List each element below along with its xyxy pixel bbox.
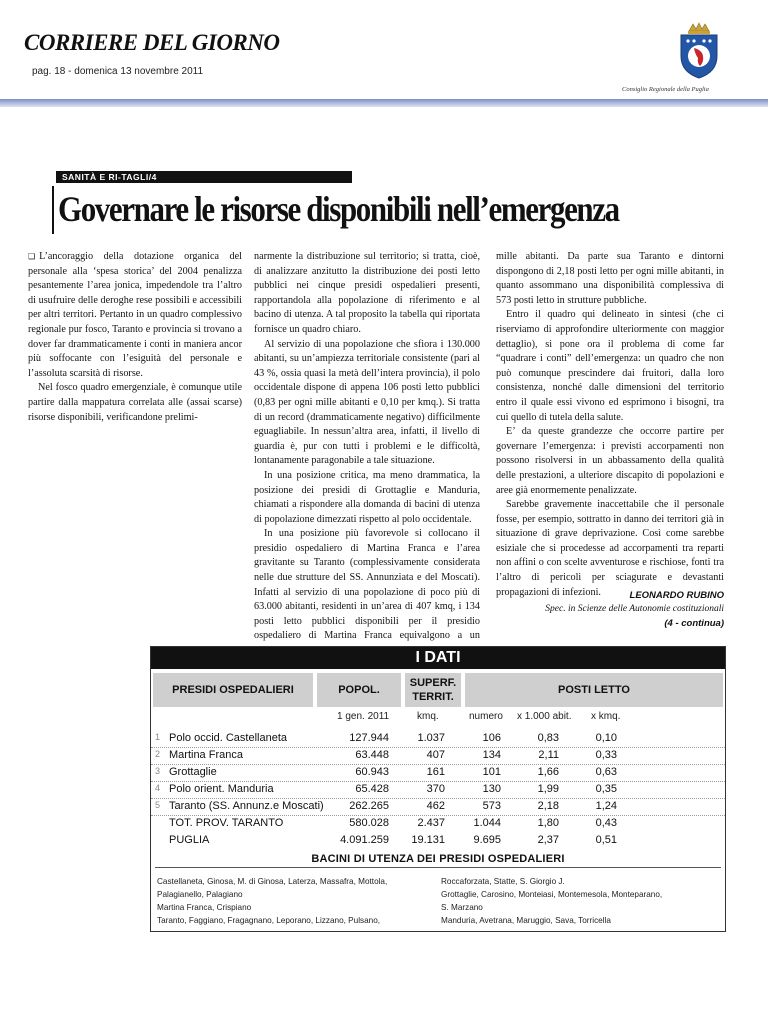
table-cell-pm: 0,83 bbox=[537, 732, 559, 744]
paragraph: Sarebbe gravemente inaccettabile che il personale fosse, per esempio, sottratto in danno dei territori già in situazione di grave deprivazione. Così come sarebbe esiziale che si procedesse ad accorpamenti tra reparti non affini o con scelte avventurose e rischiose, fonti tra l’altro di pericoli per sciagurate e devastanti propagazioni di infezioni. bbox=[496, 499, 724, 598]
table-cell-pop: 127.944 bbox=[349, 732, 389, 744]
table-row bbox=[151, 782, 725, 799]
paragraph: E’ da queste grandezze che occorre partire per governare l’emergenza: i previsti accorpamenti non possono risolversi in un abbassamento della qualità delle prestazioni, a ulteriore discapito di popolazioni e aree già enormemente penalizzate. bbox=[496, 426, 724, 496]
table-cell-pop: 580.028 bbox=[349, 817, 389, 829]
table-cell-pm: 1,99 bbox=[537, 783, 559, 795]
table-cell-name: PUGLIA bbox=[169, 834, 210, 846]
table-row bbox=[151, 816, 725, 832]
table-cell-pm: 2,37 bbox=[537, 834, 559, 846]
page-info: pag. 18 - domenica 13 novembre 2011 bbox=[32, 66, 204, 77]
paragraph: In una posizione critica, ma meno drammatica, la posizione dei presidi di Grottaglie e Manduria, chiamati a rispondere alla domanda di bacini di utenza di popolazione dimezzati rispetto al polo occidentale. bbox=[254, 469, 480, 525]
masthead: CORRIERE DEL GIORNO bbox=[24, 30, 280, 55]
header-presidi: PRESIDI OSPEDALIERI bbox=[153, 673, 313, 707]
table-cell-n: 9.695 bbox=[473, 834, 501, 846]
table-cell-name: Polo occid. Castellaneta bbox=[169, 732, 288, 744]
bacini-right-1: Roccaforzata, Statte, S. Giorgio J. bbox=[441, 877, 565, 886]
bacini-title: BACINI DI UTENZA DEI PRESIDI OSPEDALIERI bbox=[311, 853, 565, 865]
table-cell-idx: 5 bbox=[155, 800, 161, 810]
table-cell-pop: 65.428 bbox=[355, 783, 389, 795]
table-row bbox=[151, 833, 725, 849]
table-cell-idx: 3 bbox=[155, 766, 161, 776]
table-cell-n: 1.044 bbox=[473, 817, 501, 829]
article-column-1 bbox=[28, 250, 242, 425]
table-cell-idx: 2 bbox=[155, 749, 161, 759]
bacini-left-1: Castellaneta, Ginosa, M. di Ginosa, Laterza, Massafra, Mottola, bbox=[157, 877, 388, 886]
table-cell-pk: 0,33 bbox=[595, 749, 617, 761]
table-cell-pk: 1,24 bbox=[595, 800, 617, 812]
table-cell-km: 462 bbox=[426, 800, 445, 812]
paragraph: mille abitanti. Da parte sua Taranto e dintorni dispongono di 2,18 posti letto per ogni mille abitanti, in quanto assommano una disponibilità complessiva di 573 posti letto in strutture pubbliche. bbox=[496, 251, 724, 306]
table-cell-pm: 1,80 bbox=[537, 817, 559, 829]
table-cell-n: 573 bbox=[482, 800, 501, 812]
bacini-right-2: Grottaglie, Carosino, Monteiasi, Montemesola, Monteparano, bbox=[441, 890, 663, 899]
header-superf: SUPERF. TERRIT. bbox=[405, 673, 461, 707]
article-column-3 bbox=[496, 250, 724, 600]
table-cell-pm: 2,11 bbox=[538, 749, 559, 761]
table-row bbox=[151, 748, 725, 765]
header-rule bbox=[0, 99, 768, 107]
bacini-right-3: S. Marzano bbox=[441, 903, 483, 912]
table-cell-pk: 0,63 bbox=[595, 766, 617, 778]
sub-popol: 1 gen. 2011 bbox=[337, 711, 390, 722]
table-cell-idx: 4 bbox=[155, 783, 161, 793]
table-cell-pk: 0,51 bbox=[595, 834, 617, 846]
table-cell-pm: 1,66 bbox=[537, 766, 559, 778]
table-cell-name: Taranto (SS. Annunz.e Moscati) bbox=[169, 800, 324, 812]
title-bar bbox=[52, 186, 54, 234]
table-cell-name: Martina Franca bbox=[169, 749, 243, 761]
author-name: LEONARDO RUBINO bbox=[629, 590, 724, 601]
paragraph: Nel fosco quadro emergenziale, è comunque utile partire dalla mappatura correlata alle (assai scarse) risorse disponibili, verificandone prelimi- bbox=[28, 382, 242, 423]
table-cell-km: 2.437 bbox=[417, 817, 445, 829]
sub-numero: numero bbox=[469, 711, 503, 722]
bacini-left-4: Taranto, Faggiano, Fragagnano, Leporano, Lizzano, Pulsano, bbox=[157, 916, 381, 925]
bacini-left-2: Palagianello, Palagiano bbox=[157, 890, 243, 899]
bullet-square-icon: ❏ bbox=[28, 252, 36, 261]
bacini-rule bbox=[155, 867, 721, 868]
table-cell-pop: 60.943 bbox=[355, 766, 389, 778]
table-cell-idx: 1 bbox=[155, 732, 161, 742]
table-cell-km: 19.131 bbox=[411, 834, 445, 846]
table-cell-km: 161 bbox=[426, 766, 445, 778]
table-cell-pm: 2,18 bbox=[537, 800, 559, 812]
bacini-left-3: Martina Franca, Crispiano bbox=[157, 903, 252, 912]
paragraph: Entro il quadro qui delineato in sintesi (che ci riserviamo di approfondire ulteriormente con maggior dettaglio), si pone ora il problema di come far “quadrare i conti” dell’emergenza: un quadro che non può comunque prescindere dai fruitori, dalla loro consistenza, nonché dalle dimensioni del territorio entro il quale essi vivono ed esprimono i bisogni, tra cui quello di tutela della salute. bbox=[496, 309, 724, 423]
paragraph: In una posizione più favorevole si collocano il presidio ospedaliero di Martina Franca e l’area gravitante su Taranto (complessivamente considerata nelle due strutture del SS. Annunziata e del Moscati). Infatti al servizio di una popolazione di poco più di 63.000 abitanti, residenti in un’area di 407 kmq, i 134 posti letto pubblici disponibili per il presidio ospedaliero di Martina Franca equivalgono a un bbox=[254, 528, 480, 642]
table-cell-km: 1.037 bbox=[417, 732, 445, 744]
table-cell-name: Polo orient. Manduria bbox=[169, 783, 274, 795]
table-cell-pop: 4.091.259 bbox=[340, 834, 389, 846]
bacini-right-4: Manduria, Avetrana, Maruggio, Sava, Torricella bbox=[441, 916, 611, 925]
article-title: Governare le risorse disponibili nell’emergenza bbox=[58, 189, 619, 229]
author-credit: Spec. in Scienze delle Autonomie costituzionali bbox=[545, 604, 724, 614]
paragraph bbox=[28, 250, 242, 381]
table-row bbox=[151, 731, 725, 748]
table-cell-pk: 0,43 bbox=[595, 817, 617, 829]
table-cell-pop: 63.448 bbox=[355, 749, 389, 761]
table-row bbox=[151, 765, 725, 782]
paragraph: Al servizio di una popolazione che sfiora i 130.000 abitanti, su un’ampiezza territoriale consistente (pari al 43 %, ossia quasi la metà dell’intera provincia), il polo occidentale dispone di appena 106 posti letto pubblici (0,83 per ogni mille abitanti e 0,10 per kmq.). Si tratta di un record (drammaticamente negativo) difficilmente eguagliabile. In nessun’altra area, infatti, il livello di guardia è, pur con tutti i problemi e le difficoltà, lontanamente paragonabile a tale situazione. bbox=[254, 338, 480, 467]
table-cell-n: 130 bbox=[482, 783, 501, 795]
sub-per-mille: x 1.000 abit. bbox=[517, 711, 572, 722]
table-cell-km: 370 bbox=[426, 783, 445, 795]
article-column-2 bbox=[254, 250, 480, 659]
header-posti-letto: POSTI LETTO bbox=[465, 673, 723, 707]
table-cell-km: 407 bbox=[426, 749, 445, 761]
continued-note: (4 - continua) bbox=[664, 618, 724, 629]
table-cell-name: TOT. PROV. TARANTO bbox=[169, 817, 284, 829]
table-title: I DATI bbox=[151, 647, 725, 669]
table-cell-n: 134 bbox=[482, 749, 501, 761]
sub-per-kmq: x kmq. bbox=[591, 711, 621, 722]
table-row bbox=[151, 799, 725, 816]
section-rubric: SANITÀ E RI-TAGLI/4 bbox=[56, 171, 352, 183]
council-name: Consiglio Regionale della Puglia bbox=[622, 86, 709, 93]
table-cell-n: 101 bbox=[482, 766, 501, 778]
table-cell-name: Grottaglie bbox=[169, 766, 217, 778]
table-cell-pk: 0,35 bbox=[595, 783, 617, 795]
header-popol: POPOL. bbox=[317, 673, 401, 707]
table-cell-pop: 262.265 bbox=[349, 800, 389, 812]
regional-crest-icon bbox=[676, 22, 722, 80]
table-cell-pk: 0,10 bbox=[595, 732, 617, 744]
paragraph: narmente la distribuzione sul territorio; si tratta, cioè, di analizzare anzitutto la distribuzione dei posti letto pubblici nei cinque presidi ospedalieri presenti, rapportandola alla popolazione di riferimento e al bacino di utenza. A tal proposito la tabella qui riportata fornisce un quadro chiaro. bbox=[254, 251, 480, 335]
table-cell-n: 106 bbox=[482, 732, 501, 744]
sub-superf: kmq. bbox=[417, 711, 439, 722]
data-table bbox=[150, 646, 726, 932]
paragraph-text: L’ancoraggio della dotazione organica del personale alla ‘spesa storica’ del 2004 penalizza pesantemente l’area jonica, impedendole tra l’altro di usufruire delle deroghe rese possibili e accessibili per altri territori. Pertanto in un quadro complessivo regionale pur fosco, Taranto e provincia si trovano a dover far drammaticamente i conti in maniera ancor più soffocante con l’esiguità del personale e l’assoluta scarsità di risorse. bbox=[28, 251, 242, 379]
